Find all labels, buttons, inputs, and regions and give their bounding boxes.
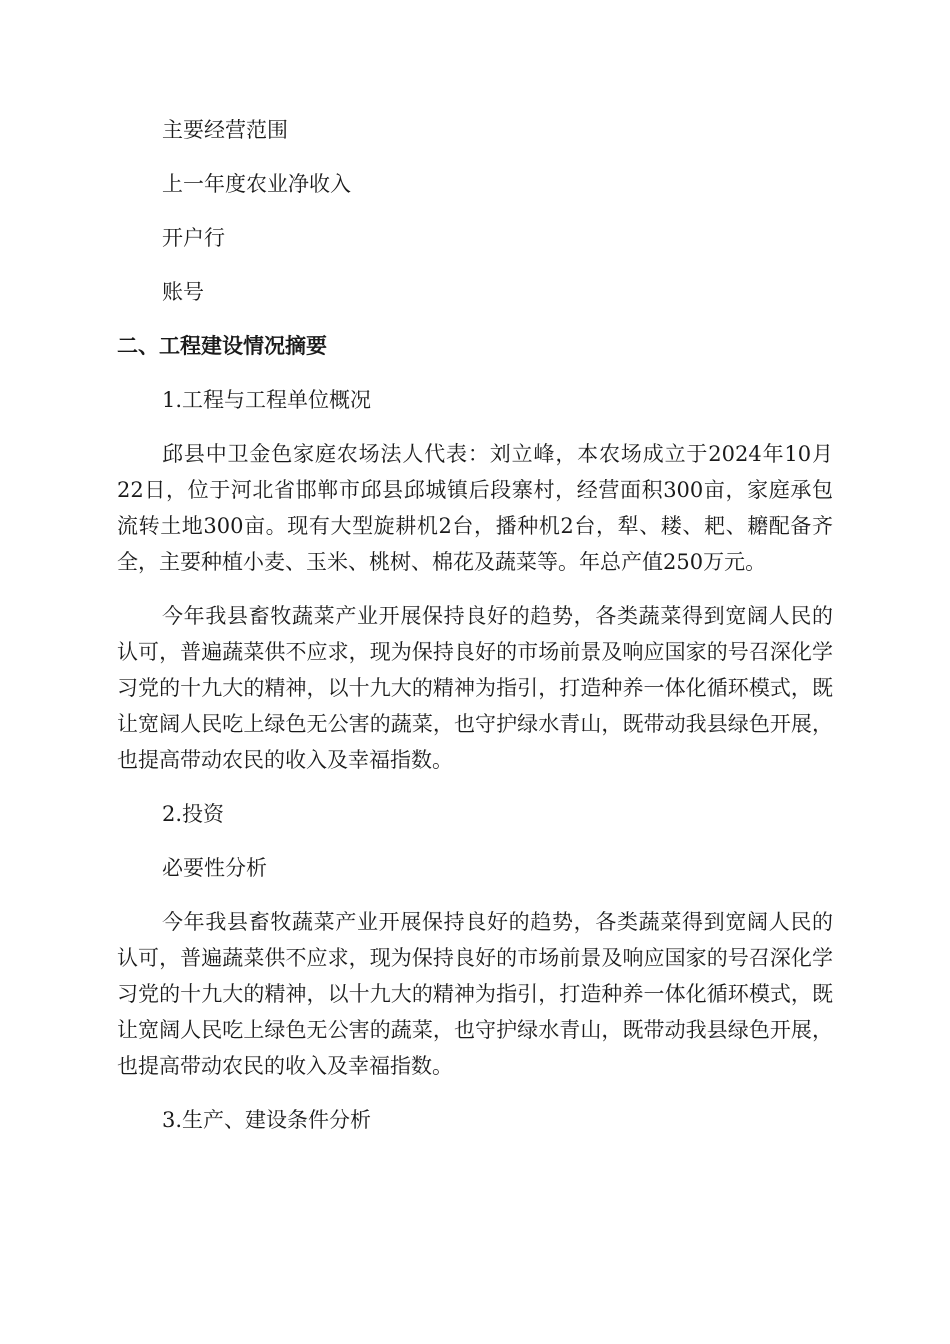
field-last-year-income: 上一年度农业净收入 — [162, 172, 351, 196]
subheading-investment: 2.投资 — [162, 802, 225, 826]
field-business-scope: 主要经营范围 — [162, 118, 288, 142]
field-bank: 开户行 — [162, 226, 225, 250]
subheading-conditions: 3.生产、建设条件分析 — [162, 1108, 372, 1132]
field-account: 账号 — [162, 280, 204, 304]
subheading-project-overview: 1.工程与工程单位概况 — [162, 388, 372, 412]
subheading-necessity: 必要性分析 — [162, 856, 267, 880]
paragraph-necessity: 今年我县畜牧蔬菜产业开展保持良好的趋势，各类蔬菜得到宽阔人民的认可，普遍蔬菜供不应求，现为保持良好的市场前景及响应国家的号召深化学习党的十九大的精神，以十九大的精神为指引，打造种养一体化循环模式，既让宽阔人民吃上绿色无公害的蔬菜，也守护绿水青山，既带动我县绿色开展，也提高带动农民的收入及幸福指数。 — [117, 910, 833, 1078]
paragraph-industry-trend: 今年我县畜牧蔬菜产业开展保持良好的趋势，各类蔬菜得到宽阔人民的认可，普遍蔬菜供不应求，现为保持良好的市场前景及响应国家的号召深化学习党的十九大的精神，以十九大的精神为指引，打造种养一体化循环模式，既让宽阔人民吃上绿色无公害的蔬菜，也守护绿水青山，既带动我县绿色开展，也提高带动农民的收入及幸福指数。 — [117, 604, 833, 772]
paragraph-farm-overview: 邱县中卫金色家庭农场法人代表：刘立峰，本农场成立于2024年10月22日，位于河北省邯郸市邱县邱城镇后段寨村，经营面积300亩，家庭承包流转土地300亩。现有大型旋耕机2台，播种机2台，犁、耧、耙、耱配备齐全，主要种植小麦、玉米、桃树、棉花及蔬菜等。年总产值250万元。 — [117, 442, 833, 574]
section-heading: 二、工程建设情况摘要 — [117, 334, 327, 358]
document-page — [117, 112, 833, 1156]
